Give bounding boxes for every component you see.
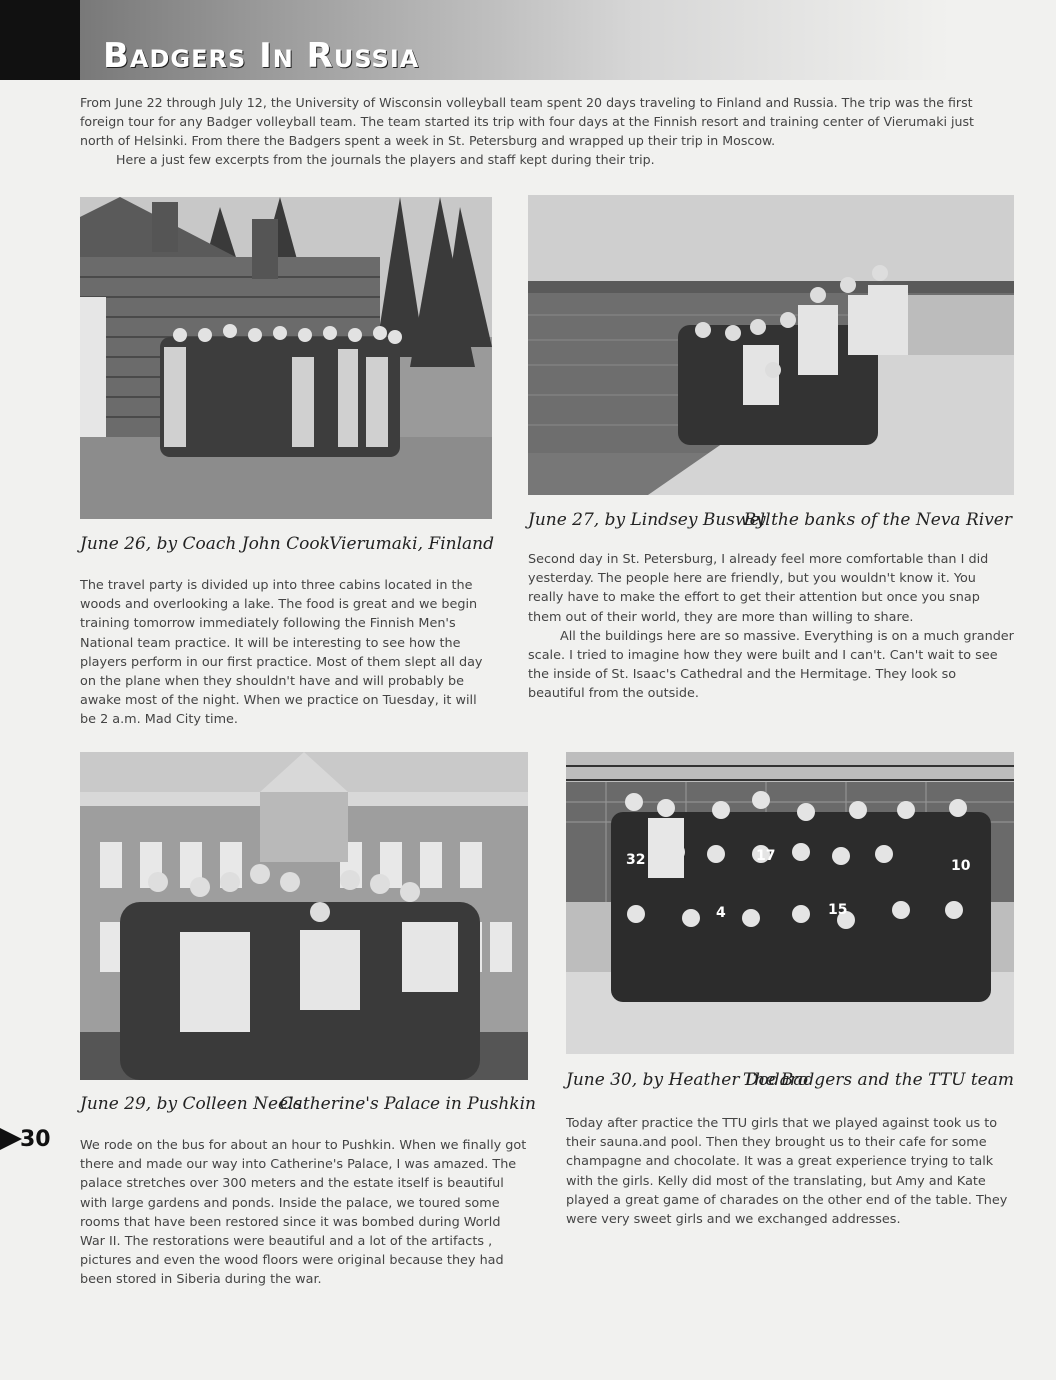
entry-body (80, 576, 492, 730)
photo-neva-river (528, 195, 1014, 495)
entry-paragraph: All the buildings here are so massive. Everything is on a much grander scale. I tried to imagine how they were built and I can't. Can't wait to see the inside of St. Isaac's Cathedral and the Hermitage. They look so beautiful from the outside. (528, 628, 1014, 702)
entry-paragraph: Today after practice the TTU girls that we played against took us to their sauna.and pool. Then they brought us to their cafe for some champagne and chocolate. It was a great experience trying to talk with the girls. Kelly did most of the translating, but Amy and Kate played a great game of charades on the other end of the table. They were very sweet girls and we exchanged addresses. (566, 1116, 1008, 1228)
entry-location: Vierumaki, Finland (329, 534, 494, 554)
jersey-number: 10 (951, 858, 971, 874)
entry-paragraph: The travel party is divided up into three cabins located in the woods and overlooking a lake. The food is great and we begin training tomorrow immediately following the Finnish Men's National team practice. It will be interesting to see how the players perform in our first practice. Most of them slept all day on the plane when they shouldn't have and will probably be awake most of the night. When we practice on Tuesday, it will be 2 a.m. Mad City time. (80, 578, 483, 728)
entry-caption (528, 510, 1012, 534)
page-arrow-icon (0, 1128, 22, 1150)
entry-location: The Badgers and the TTU team (743, 1070, 1014, 1090)
entry-byline: June 27, by Lindsey Buswell (528, 510, 771, 530)
jersey-number: 15 (828, 902, 848, 918)
jersey-number: 32 (626, 852, 646, 868)
jersey-number: 4 (716, 905, 726, 921)
page-number: 30 (20, 1127, 51, 1152)
entry-byline: June 30, by Heather Dodaro (566, 1070, 809, 1090)
entry-byline: June 26, by Coach John Cook (80, 534, 330, 554)
entry-body (528, 550, 1014, 704)
entry-byline: June 29, by Colleen Neels (80, 1094, 303, 1114)
entry-location: Catherine's Palace in Pushkin (279, 1094, 536, 1114)
entry-paragraph: Second day in St. Petersburg, I already feel more comfortable than I did yesterday. The people here are friendly, but you wouldn't know it. You really have to make the effort to get their attention but once you snap them out of their world, they are more than willing to share. (528, 552, 989, 625)
entry-body (566, 1114, 1014, 1229)
intro-text (80, 93, 1005, 169)
header-corner-block (0, 0, 80, 80)
photo-team-ttu (566, 752, 1014, 1054)
intro-paragraph: From June 22 through July 12, the University of Wisconsin volleyball team spent 20 days traveling to Finland and Russia. The trip was the first foreign tour for any Badger volleyball team. The team started its trip with four days at the Finnish resort and training center of Vierumaki just north of Helsinki. From there the Badgers spent a week in St. Petersburg and wrapped up their trip in Moscow. (80, 95, 974, 148)
photo-cabin-group (80, 197, 492, 519)
entry-body (80, 1136, 528, 1290)
entry-caption (80, 534, 494, 558)
entry-location: By the banks of the Neva River (743, 510, 1012, 530)
page-title: Badgers In Russia (103, 36, 420, 76)
entry-caption (566, 1070, 1014, 1094)
jersey-number: 17 (756, 848, 776, 864)
intro-paragraph: Here a just few excerpts from the journals the players and staff kept during their trip. (116, 152, 655, 167)
photo-catherines-palace (80, 752, 528, 1080)
entry-paragraph: We rode on the bus for about an hour to Pushkin. When we finally got there and made our way into Catherine's Palace, I was amazed. The palace stretches over 300 meters and the estate itself is beautiful with large gardens and ponds. Inside the palace, we toured some rooms that have been restored since it was bombed during World War II. The restorations were beautiful and a lot of the artifacts , pictures and even the wood floors were original because they had been stored in Siberia during the war. (80, 1138, 527, 1288)
entry-caption (80, 1094, 536, 1118)
